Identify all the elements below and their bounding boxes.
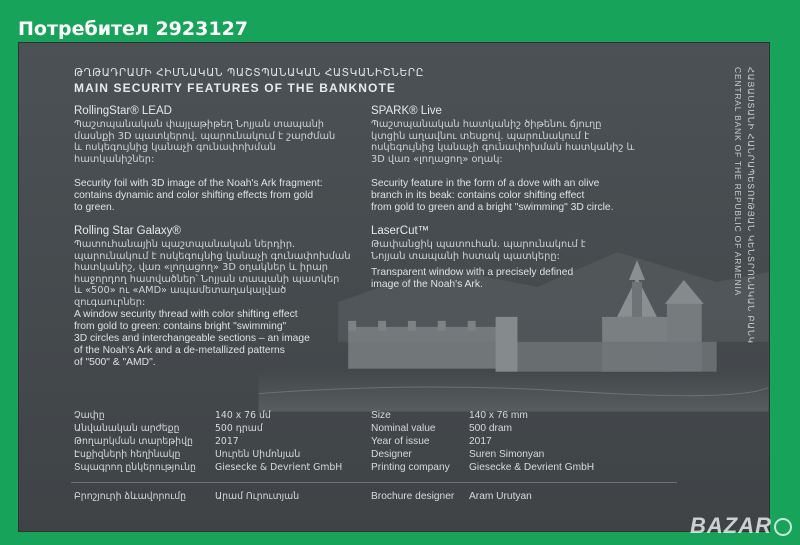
feature-title-spark-live: SPARK® Live [371, 105, 442, 117]
feature-armenian-spark-live: Պաշտպանական հատկանիշ ծիթենու ճյուղը կտցին աղավնու տեսքով. պարունակում է ոսկեգույնից կանաչի գունափոխման հատկանիշ և 3D վառ «լողացող» օղակ: [371, 119, 635, 165]
spec-en-value: 2017 [469, 436, 492, 447]
spec-am-value: 500 դրամ [215, 423, 263, 434]
brochure-am-label: Բրոշյուրի ձևավորումը [74, 491, 187, 502]
listing-user-label: Потребител 2923127 [18, 18, 249, 40]
feature-title-rollingstar-lead: RollingStar® LEAD [74, 105, 172, 117]
side-text-english: CENTRAL BANK OF THE REPUBLIC OF ARMENIA [733, 67, 743, 297]
watermark-circle-icon [774, 518, 792, 536]
spec-en-value: Giesecke & Devrient GmbH [469, 462, 595, 473]
spec-am-label: Էսքիզների հեղինակը [74, 449, 181, 460]
feature-armenian-rollingstar-lead: Պաշտպանական փայլաթիթեղ Նոյյան տապանի մասնքի 3D պատկերով. պարունակում է շարժման և ոսկեգույնից կանաչի գունափոխման հատկանիշներ: [74, 119, 336, 165]
header-english: MAIN SECURITY FEATURES OF THE BANKNOTE [74, 81, 397, 95]
spec-am-label: Տպագրող ընկերությունը [74, 462, 196, 473]
brochure-en-label: Brochure designer [371, 491, 455, 502]
feature-english-spark-live: Security feature in the form of a dove with an olive branch in its beak: contains color shifting effect from gold to green and a bright "swimming" 3D circle. [371, 178, 614, 213]
spec-en-label: Size [371, 410, 391, 421]
spec-am-label: Անվանական արժեքը [74, 423, 180, 434]
spec-en-label: Nominal value [371, 423, 436, 434]
side-text-armenian: ՀԱՅԱՍՏԱՆԻ ՀԱՆՐԱՊԵՏՈՒԹՅԱՆ ԿԵՆՏՐՈՆԱԿԱՆ ԲԱՆԿ [746, 67, 756, 344]
spec-am-value: 2017 [215, 436, 239, 447]
spec-en-label: Designer [371, 449, 412, 460]
feature-armenian-rolling-star-galaxy: Պատուհանային պաշտպանական ներդիր. պարունակում է ոսկեգույնից կանաչի գունափոխման հատկանիշ, վառ «լողացող» 3D օղակներ և իրար հաջորդող հատվածներ՝ Նոյյան տապանի պատկեր և «500» ու «AMD» ապամետաղակալված զուգաուրներ: [74, 239, 351, 308]
spec-am-value: Սուրեն Սիմոնյան [215, 449, 301, 460]
divider [71, 482, 677, 483]
spec-am-label: Չափը [74, 410, 105, 421]
feature-english-lasercut: Transparent window with a precisely defined image of the Noah's Ark. [371, 267, 574, 290]
spec-en-value: 140 x 76 mm [469, 410, 528, 421]
feature-armenian-lasercut: Թափանցիկ պատուհան. պարունակում է Նոյյան տապանի հստակ պատկերը: [371, 239, 586, 262]
brochure-card [18, 42, 770, 532]
spec-en-value: Suren Simonyan [469, 449, 545, 460]
bazar-watermark: BAZAR [690, 513, 792, 539]
spec-en-label: Printing company [371, 462, 450, 473]
spec-am-value: 140 x 76 մմ [215, 410, 271, 421]
spec-en-value: 500 dram [469, 423, 513, 434]
feature-title-rolling-star-galaxy: Rolling Star Galaxy® [74, 225, 181, 237]
header-armenian: ԹՂԹԱԴՐԱՄԻ ՀԻՄՆԱԿԱՆ ՊԱՇՏՊԱՆԱԿԱՆ ՀԱՏԿԱՆԻՇՆԵՐԸ [74, 67, 424, 79]
spec-am-value: Giesecke & Devrient GmbH [215, 462, 343, 473]
feature-english-rolling-star-galaxy: A window security thread with color shifting effect from gold to green: contains bright "swimming" 3D circles and interchangeable sections – an image of the Noah's Ark and a de-metallized patterns of "500" & "AMD". [74, 309, 310, 368]
feature-title-lasercut: LaserCut™ [371, 225, 430, 237]
brochure-en-value: Aram Urutyan [469, 491, 532, 502]
spec-am-label: Թողարկման տարեթիվը [74, 436, 193, 447]
feature-english-rollingstar-lead: Security foil with 3D image of the Noah's Ark fragment: contains dynamic and color shifting effects from gold to green. [74, 178, 323, 213]
spec-en-label: Year of issue [371, 436, 430, 447]
brochure-am-value: Արամ Ուրուտյան [215, 491, 300, 502]
